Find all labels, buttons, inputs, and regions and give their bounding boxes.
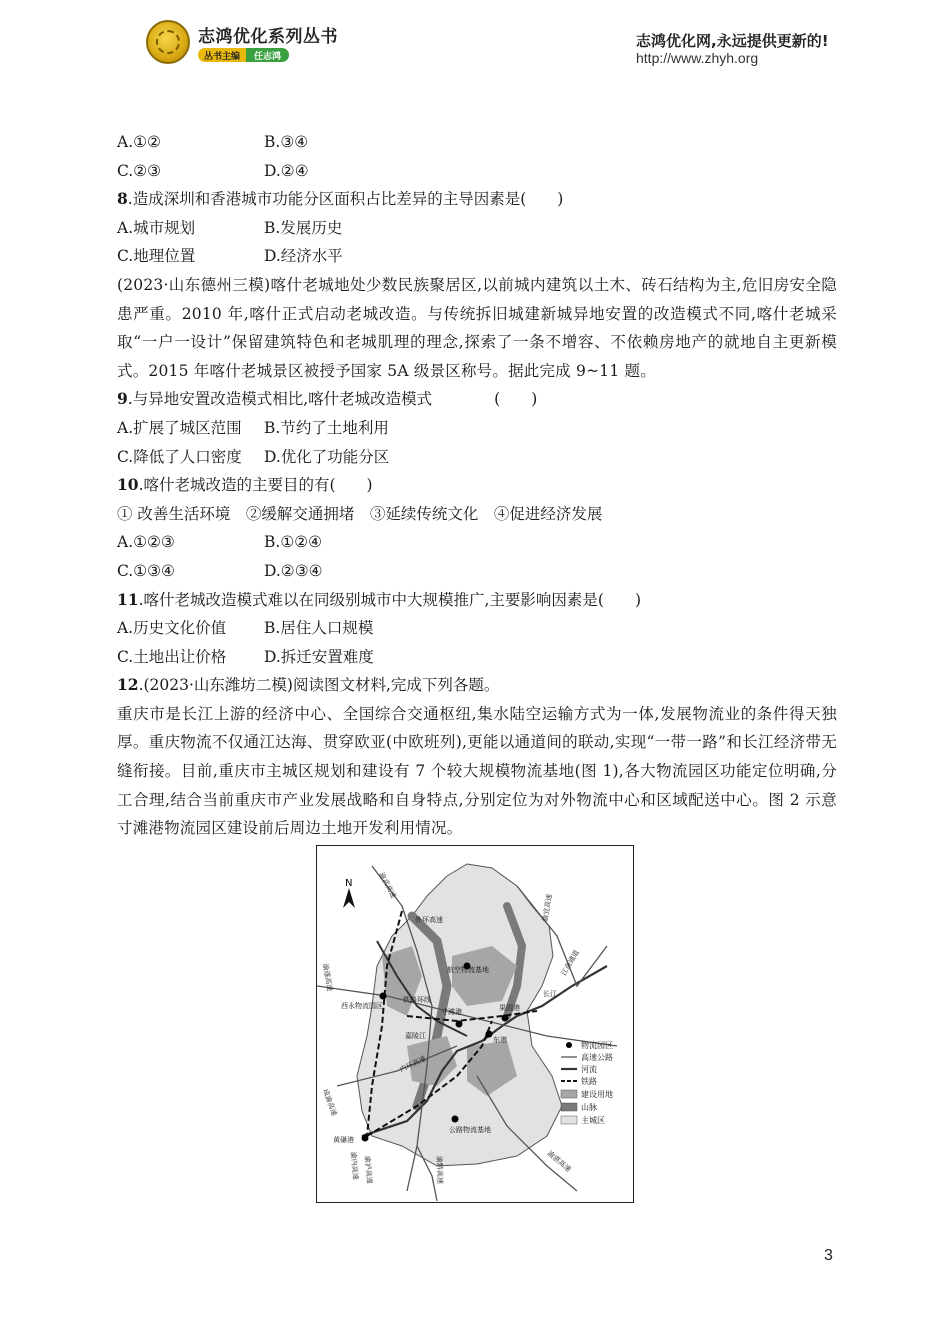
editor-label: 丛书主编 [198,48,246,62]
logistics-park-xiyong [380,993,387,1000]
question-number: 12 [117,675,139,695]
question-text: .(2023·山东潍坊二模)阅读图文材料,完成下列各题。 [138,676,500,695]
north-arrow [343,878,355,908]
legend-highway: 高速公路 [581,1053,613,1062]
label-guoyuan: 果园港 [499,1004,520,1012]
question-number: 9 [117,389,128,409]
chongqing-logistics-map [316,845,634,1203]
label-yunei: 渝内高速 [349,1151,360,1181]
question-number: 11 [117,589,139,609]
label-yufu: 渝泸高速 [363,1155,374,1185]
map-svg [317,846,632,1201]
legend-park-icon [566,1042,572,1048]
option-d: D.拆迁安置难度 [264,647,374,666]
label-chengyu: 成渝高速 [321,1087,339,1117]
passage-kashgar: (2023·山东德州三模)喀什老城地处少数民族聚居区,以前城内建筑以土木、砖石结构为主,危旧房安全隐患严重。2010 年,喀什正式启动老城改造。与传统拆旧城建新城异地安置的改造模式不同,喀什老城采取“一户一设计”保留建筑特色和老城肌理的理念,探索了一条不增容、不依赖房地产的就地自主更新模式。2015 年喀什老城景区被授予国家 5A 级景区称号。据此完成 9~11 题。 [117,275,837,380]
legend-railway: 铁路 [581,1077,597,1086]
logistics-park-huangmao [362,1135,369,1142]
q10-options-row-1 [117,528,837,557]
legend-park: 物流园区 [581,1041,613,1050]
passage-chongqing: 重庆市是长江上游的经济中心、全国综合交通枢纽,集水陆空运输方式为一体,发展物流业的条件得天独厚。重庆物流不仅通江达海、贯穿欧亚(中欧班列),更能以通道间的联动,实现“一带一路”和长江经济带无缝衔接。目前,重庆市主城区规划和建设有 7 个较大规模物流基地(图 1),各大物流园区功能定位明确,分工合理,结合当前重庆市产业发展战略和自身特点,分别定位为对外物流中心和区域配送中心。图 2 示意寸滩港物流园区建设前后周边土地开发利用情况。 [117,704,837,838]
label-yuzhan: 渝湛高速 [545,1149,573,1174]
question-text: .造成深圳和香港城市功能分区面积占比差异的主导因素是( ) [127,190,564,209]
question-number: 8 [117,189,128,209]
logistics-park-cuntan [456,1021,463,1028]
question-number: 10 [117,475,139,495]
label-cuntan: 寸滩港 [441,1008,462,1016]
option-a: A.城市规划 [117,218,196,237]
option-b: B.①②④ [264,533,323,552]
label-yusui: 渝遂高速 [321,962,334,992]
page-number: 3 [824,1247,833,1264]
header-url[interactable]: http://www.zhyh.org [636,50,759,66]
option-a: A.扩展了城区范围 [117,418,242,437]
editor-badge [198,48,289,62]
q10-options-row-2 [117,557,837,586]
option-c: C.地理位置 [117,247,196,266]
header-slogan: 志鸿优化网,永远提供更新的! [636,32,829,50]
label-yuyi: 渝宜高速 [541,893,554,923]
option-a: A.①②③ [117,533,175,552]
q9-options-row-2 [117,443,837,472]
page-content [117,128,837,843]
north-label: N [345,878,353,889]
label-jialing: 嘉陵江 [405,1032,426,1040]
label-gonglu: 公路物流基地 [449,1126,491,1134]
option-c: C.土地出让价格 [117,647,227,666]
option-d: D.经济水平 [264,247,343,266]
q11-options-row-1 [117,614,837,643]
question-8 [117,185,837,214]
logistics-park-guoyuan [502,1015,509,1022]
option-b: B.发展历史 [264,218,343,237]
option-d: D.优化了功能分区 [264,447,390,466]
q9-options-row-1 [117,414,837,443]
label-huangmao: 黄磏港 [333,1136,354,1144]
label-hangkong: 航空物流基地 [447,966,489,974]
label-dongang: 东港 [493,1036,507,1044]
map-legend [561,1040,613,1125]
q10-items: ① 改善生活环境 ②缓解交通拥堵 ③延续传统文化 ④促进经济发展 [117,504,603,523]
option-c: C.②③ [117,161,162,180]
page-header [0,0,950,80]
question-text: .喀什老城改造模式难以在同级别城市中大规模推广,主要影响因素是( ) [138,590,642,609]
option-b: B.节约了土地利用 [264,418,389,437]
option-b: B.居住人口规模 [264,619,374,638]
question-9 [117,385,837,414]
legend-construction: 建设用地 [581,1090,613,1099]
label-tielu: 铁路环线 [403,996,431,1004]
legend-urban: 主城区 [581,1116,605,1125]
logistics-park-gonglu [452,1116,459,1123]
label-yuqian: 渝黔高速 [435,1155,444,1185]
question-text: .与异地安置改造模式相比,喀什老城改造模式 ( ) [127,390,538,409]
option-d: D.②③④ [264,561,323,580]
option-c: C.①③④ [117,561,175,580]
editor-name: 任志鸿 [246,48,289,62]
label-yuwu: 渝武高速 [377,871,398,900]
legend-urban-icon [561,1116,577,1124]
q8-options-row-2 [117,242,837,271]
legend-mountain-icon [561,1103,577,1111]
label-neihuan: 内环高速 [398,1054,428,1074]
publisher-logo [146,20,190,64]
label-jiangnan: 江南通道 [559,948,581,977]
option-b: B.③④ [264,133,309,151]
question-text: .喀什老城改造的主要目的有( ) [138,476,373,495]
q11-options-row-2 [117,643,837,672]
legend-construction-icon [561,1090,577,1098]
logistics-park-dongang [486,1031,493,1038]
q8-options-row-1 [117,214,837,243]
option-c: C.降低了人口密度 [117,447,242,466]
legend-river: 河流 [581,1065,597,1074]
option-a: A.①② [117,133,161,151]
legend-mountain: 山脉 [581,1103,597,1112]
option-d: D.②④ [264,161,309,180]
label-waihuan: 外环高速 [415,916,443,924]
q7-options-row-2 [117,157,837,186]
question-10 [117,471,837,500]
question-12 [117,671,837,700]
question-11 [117,586,837,615]
option-a: A.历史文化价值 [117,619,227,638]
series-title: 志鸿优化系列丛书 [198,27,338,47]
label-xiyong: 西永物流园区 [341,1002,383,1010]
q7-options-row-1 [117,128,837,157]
label-chang: 长江 [543,990,557,998]
